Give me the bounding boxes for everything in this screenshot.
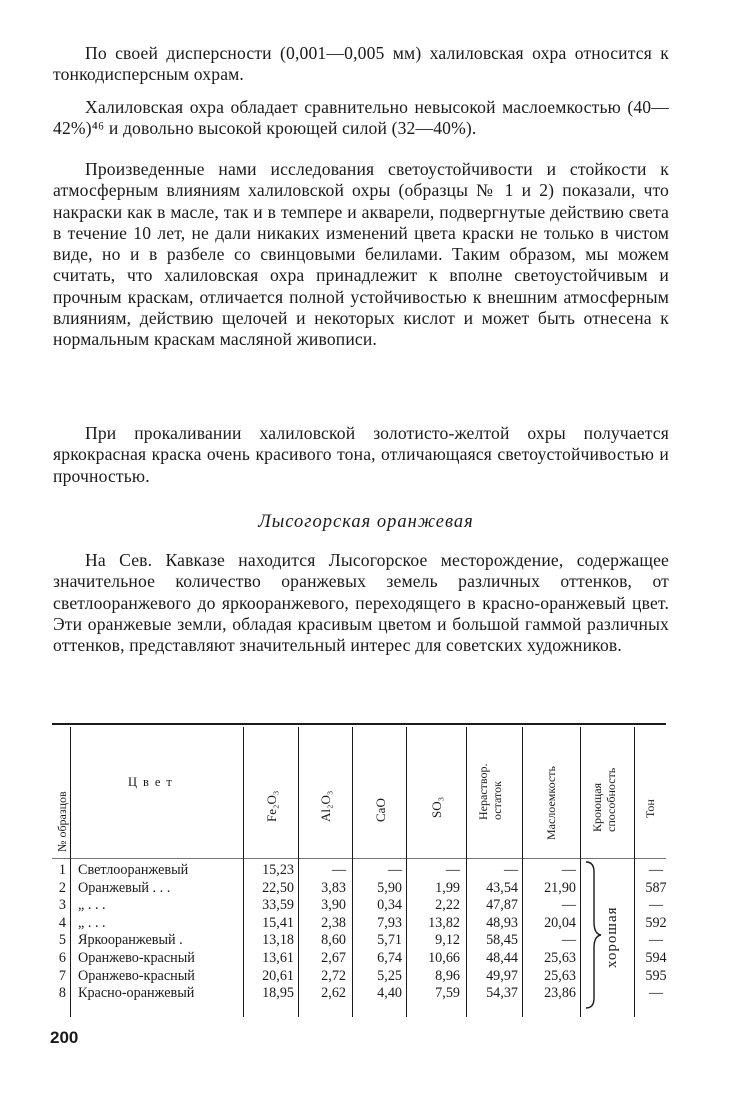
table-cell-so3: 7,59	[435, 985, 460, 1002]
table-cell-tone: 595	[645, 967, 667, 984]
table-cell-color: Светлооранжевый	[78, 862, 189, 878]
column-rule	[298, 727, 299, 1017]
table-cell-no: 2	[58, 879, 66, 896]
table-cell-color: „ . . .	[78, 897, 106, 914]
header-insoluble: Нераствор. остаток	[476, 763, 504, 820]
table-cell-cao: 0,34	[377, 897, 402, 914]
paragraph-calcination: При прокаливании халиловской золотисто-желтой охры получается яркокрасная краска очень красивого тона, отличающаяся светоустойчивостью и прочностью.	[53, 423, 669, 486]
column-rule	[70, 727, 71, 1017]
header-al2o3: Al₂O₃	[318, 790, 333, 822]
table-header-rule	[52, 858, 666, 859]
table-cell-so3: 9,12	[435, 932, 460, 949]
header-color: Цвет	[128, 775, 178, 789]
table-cell-cao: 5,25	[377, 967, 402, 984]
table-cell-no: 6	[58, 950, 66, 966]
table-cell-cao: 5,90	[377, 879, 402, 896]
table-cell-insoluble: 48,44	[486, 950, 518, 966]
table-cell-fe2o3: 15,23	[262, 862, 294, 878]
table-cell-so3: 1,99	[435, 879, 460, 896]
table-cell-so3: 10,66	[428, 950, 460, 966]
table-cell-tone: —	[648, 862, 664, 878]
paragraph-light-fastness: Произведенные нами исследования светоустойчивости и стойкости к атмосферным влияниям халиловской охры (образцы № 1 и 2) показали, что накраски как в масле, так и в темпере и акварели, подвергнутые действию света в течение 10 лет, не дали никаких изменений цвета краски не только в чистом виде, но и в разбеле со свинцовыми белилами. Таким образом, мы можем считать, что халиловская охра принадлежит к вполне светоустойчивым и прочным краскам, отличается полной устойчивостью к внешним атмосферным влияниям, действию щелочей и некоторых кислот и может быть отнесена к нормальным краскам масляной живописи.	[53, 159, 669, 350]
header-sample-no: № образцов	[55, 791, 69, 852]
table-cell-insoluble: —	[503, 862, 518, 878]
table-cell-tone: 587	[645, 879, 667, 896]
table-cell-so3: 2,22	[435, 897, 460, 914]
table-cell-cao: —	[387, 862, 402, 878]
table-cell-al2o3: 2,62	[321, 985, 346, 1002]
table-cell-al2o3: 2,67	[321, 950, 346, 966]
table-cell-oil: 25,63	[544, 950, 576, 966]
column-rule	[466, 727, 467, 1017]
table-top-rule	[52, 723, 666, 725]
table-cell-cao: 6,74	[377, 950, 402, 966]
table-cell-no: 4	[58, 914, 66, 931]
paragraph-oil-absorption: Халиловская охра обладает сравнительно невысокой маслоемкостью (40—42%)⁴⁶ и довольно высокой кроющей силой (32—40%).	[53, 97, 669, 139]
table-cell-cao: 5,71	[377, 932, 402, 949]
header-fe2o3: Fe₂O₃	[264, 790, 279, 822]
section-heading: Лысогорская оранжевая	[258, 512, 474, 532]
table-cell-fe2o3: 13,18	[262, 932, 294, 949]
table-cell-insoluble: 48,93	[486, 914, 518, 931]
header-tone: Тон	[643, 799, 657, 818]
table-cell-insoluble: 49,97	[486, 967, 518, 984]
header-cao: CaO	[373, 798, 388, 822]
table-cell-fe2o3: 18,95	[262, 985, 294, 1002]
table-cell-color: Оранжево-красный	[78, 967, 195, 984]
page-number: 200	[50, 1028, 79, 1047]
header-oil-absorption: Маслоемкость	[544, 766, 558, 840]
table-cell-al2o3: 3,90	[321, 897, 346, 914]
table-cell-al2o3: 8,60	[321, 932, 346, 949]
column-rule	[634, 727, 635, 1017]
header-hiding-power: Кроющая способность	[590, 767, 618, 832]
paragraph-dispersity: По своей дисперсности (0,001—0,005 мм) халиловская охра относится к тонкодисперсным охрам.	[53, 43, 669, 85]
table-cell-fe2o3: 33,59	[262, 897, 294, 914]
table-cell-fe2o3: 22,50	[262, 879, 294, 896]
table-cell-color: Красно-оранжевый	[78, 985, 195, 1002]
table-cell-cao: 7,93	[377, 914, 402, 931]
table-cell-no: 5	[58, 932, 66, 949]
table-cell-so3: 8,96	[435, 967, 460, 984]
table-cell-fe2o3: 15,41	[262, 914, 294, 931]
table-cell-no: 8	[58, 985, 66, 1002]
table-cell-so3: 13,82	[428, 914, 460, 931]
column-rule	[406, 727, 407, 1017]
table-cell-al2o3: 2,38	[321, 914, 346, 931]
table-cell-oil: 21,90	[544, 879, 576, 896]
column-rule	[243, 727, 244, 1017]
table-cell-oil: 23,86	[544, 985, 576, 1002]
table-cell-insoluble: 43,54	[486, 879, 518, 896]
table-cell-no: 3	[58, 897, 66, 914]
table-cell-tone: —	[648, 897, 664, 914]
table-cell-al2o3: —	[331, 862, 346, 878]
column-rule	[580, 727, 581, 1017]
header-so3: SO₃	[429, 796, 444, 818]
table-cell-cao: 4,40	[377, 985, 402, 1002]
brace-icon	[584, 860, 604, 1010]
column-rule	[352, 727, 353, 1017]
table-cell-no: 1	[58, 862, 66, 878]
paragraph-lysogorsk: На Сев. Кавказе находится Лысогорское месторождение, содержащее значительное количество оранжевых земель различных оттенков, от светлооранжевого до яркооранжевого, переходящего в красно-оранжевый цвет. Эти оранжевые земли, обладая красивым цветом и большой гаммой различных оттенков, представляют значительный интерес для советских художников.	[53, 550, 669, 656]
table-cell-tone: 592	[645, 914, 667, 931]
table-cell-oil: —	[561, 897, 576, 914]
hiding-power-value: хорошая	[604, 906, 620, 968]
table-cell-insoluble: 58,45	[486, 932, 518, 949]
table-cell-tone: —	[648, 985, 664, 1002]
table-cell-color: Оранжевый . . .	[78, 879, 171, 896]
table-cell-color: „ . . .	[78, 914, 106, 931]
table-cell-insoluble: 47,87	[486, 897, 518, 914]
table-cell-no: 7	[58, 967, 66, 984]
table-cell-al2o3: 2,72	[321, 967, 346, 984]
table-cell-oil: —	[561, 862, 576, 878]
table-cell-oil: 25,63	[544, 967, 576, 984]
table-cell-tone: —	[648, 932, 664, 949]
table-cell-insoluble: 54,37	[486, 985, 518, 1002]
table-cell-al2o3: 3,83	[321, 879, 346, 896]
table-cell-so3: —	[445, 862, 460, 878]
table-cell-color: Яркооранжевый .	[78, 932, 183, 949]
table-cell-color: Оранжево-красный	[78, 950, 195, 966]
table-cell-fe2o3: 20,61	[262, 967, 294, 984]
table-cell-oil: 20,04	[544, 914, 576, 931]
table-cell-tone: 594	[645, 950, 667, 966]
table-cell-oil: —	[561, 932, 576, 949]
column-rule	[522, 727, 523, 1017]
table-cell-fe2o3: 13,61	[262, 950, 294, 966]
